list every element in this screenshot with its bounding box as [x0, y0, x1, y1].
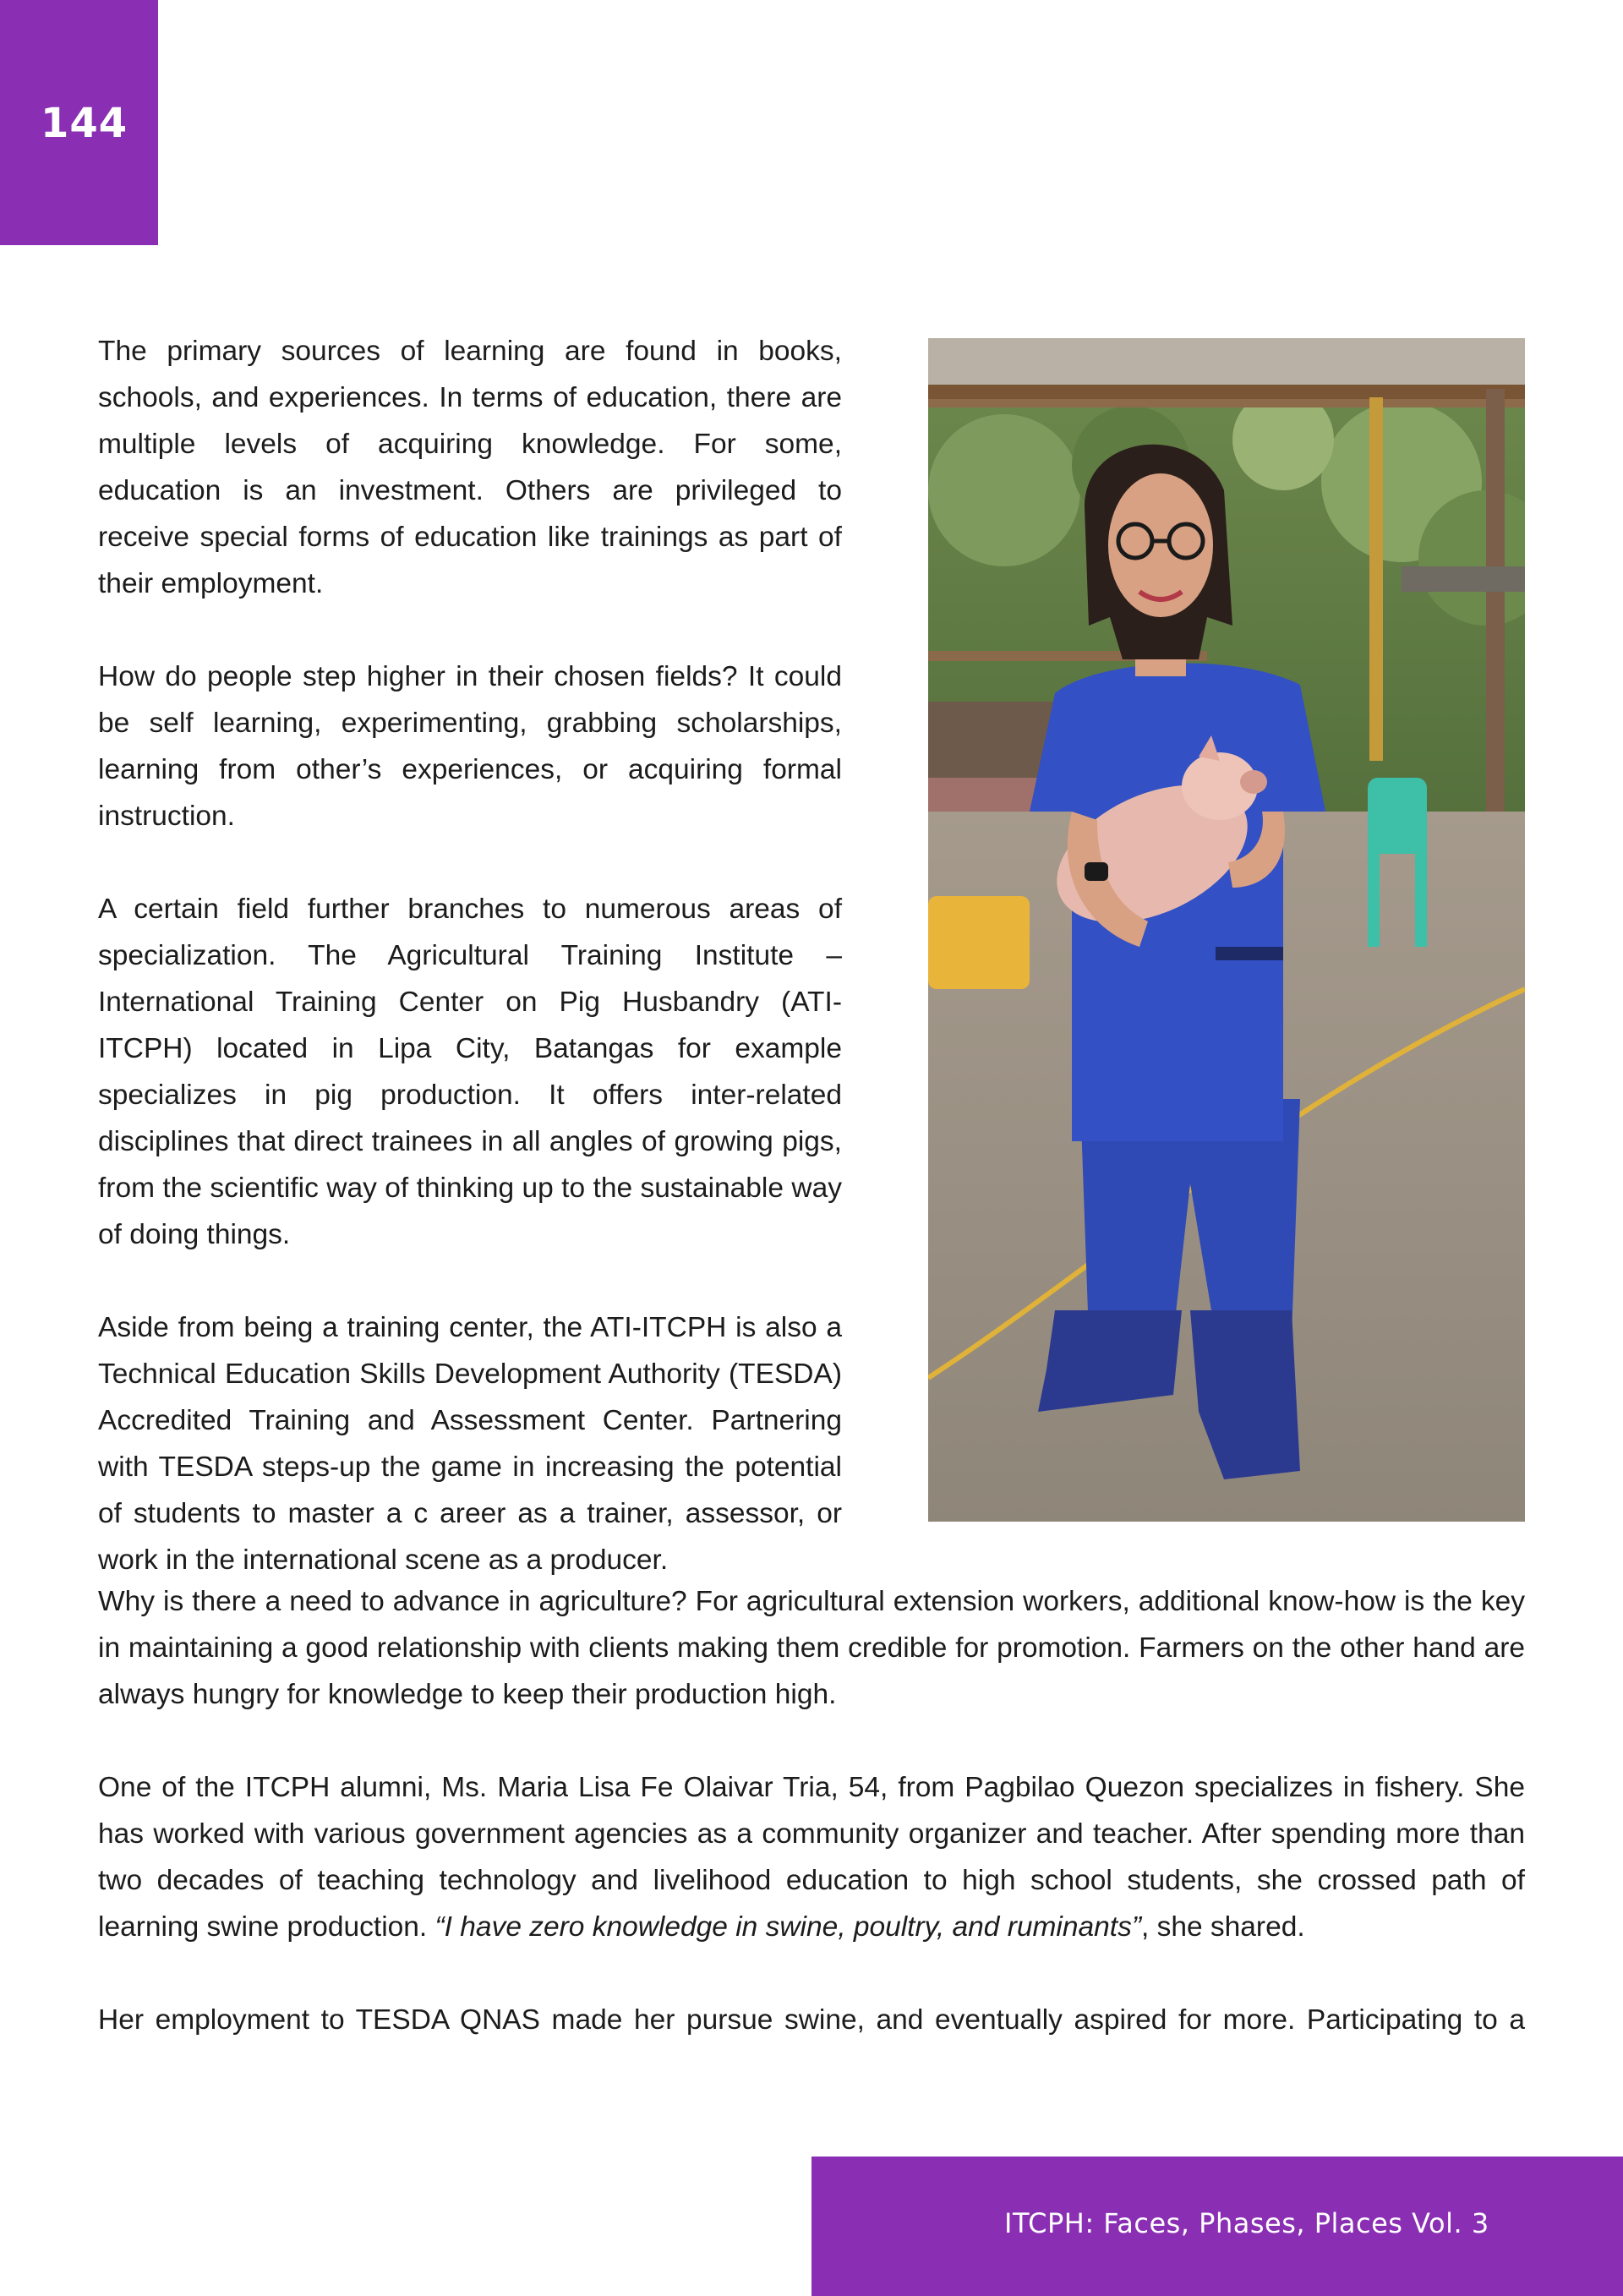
footer-banner	[812, 2157, 1623, 2296]
page-number: 144	[41, 100, 128, 147]
alumni-quote: “I have zero knowledge in swine, poultry, and ruminants”	[434, 1911, 1141, 1943]
paragraph-specialization: A certain field further branches to numerous areas of specialization. The Agricultural Training Institute – International Training Center on Pig Husbandry (ATI-ITCPH) located in Lipa City, Batangas for example specializes in pig production. It offers inter-related disciplines that direct trainees in all angles of growing pigs, from the scientific way of thinking up to the sustainable way of doing things.	[98, 894, 842, 1250]
article-full-width-text	[98, 1578, 1525, 2090]
paragraph-alumni-profile	[98, 1764, 1525, 1950]
page-number-tab	[0, 0, 158, 245]
alumni-quote-attribution: , she shared.	[1140, 1911, 1305, 1943]
alumni-profile-text: One of the ITCPH alumni, Ms. Maria Lisa Fe Olaivar Tria, 54, from Pagbilao Quezon specializes in fishery. She has worked with various government agencies as a community organizer and teacher. After spending more than two decades of teaching technology and livelihood education to high school students, she crossed path of learning swine production.	[98, 1772, 1525, 1943]
article-column-text	[98, 328, 842, 1630]
photo-woman-holding-piglet	[928, 338, 1525, 1522]
paragraph-tesda-employment: Her employment to TESDA QNAS made her pursue swine, and eventually aspired for more. Participating to a	[98, 2004, 1525, 2036]
publication-title: ITCPH: Faces, Phases, Places Vol. 3	[1004, 2207, 1489, 2239]
paragraph-sources-of-learning: The primary sources of learning are found in books, schools, and experiences. In terms of education, there are multiple levels of acquiring knowledge. For some, education is an investment. Others are privileged to receive special forms of education like trainings as part of their employment.	[98, 336, 842, 599]
paragraph-tesda-accreditation: Aside from being a training center, the ATI-ITCPH is also a Technical Education Skills Development Authority (TESDA) Accredited Training and Assessment Center. Partnering with TESDA steps-up the game in increasing the potential of students to master a c areer as a trainer, assessor, or work in the international scene as a producer.	[98, 1312, 842, 1576]
paragraph-advance-agriculture: Why is there a need to advance in agriculture? For agricultural extension workers, additional know-how is the key in maintaining a good relationship with clients making them credible for promotion. Farmers on the other hand are always hungry for knowledge to keep their production high.	[98, 1586, 1525, 1710]
paragraph-step-higher: How do people step higher in their chosen fields? It could be self learning, experimenting, grabbing scholarships, learning from other’s experiences, or acquiring formal instruction.	[98, 661, 842, 832]
